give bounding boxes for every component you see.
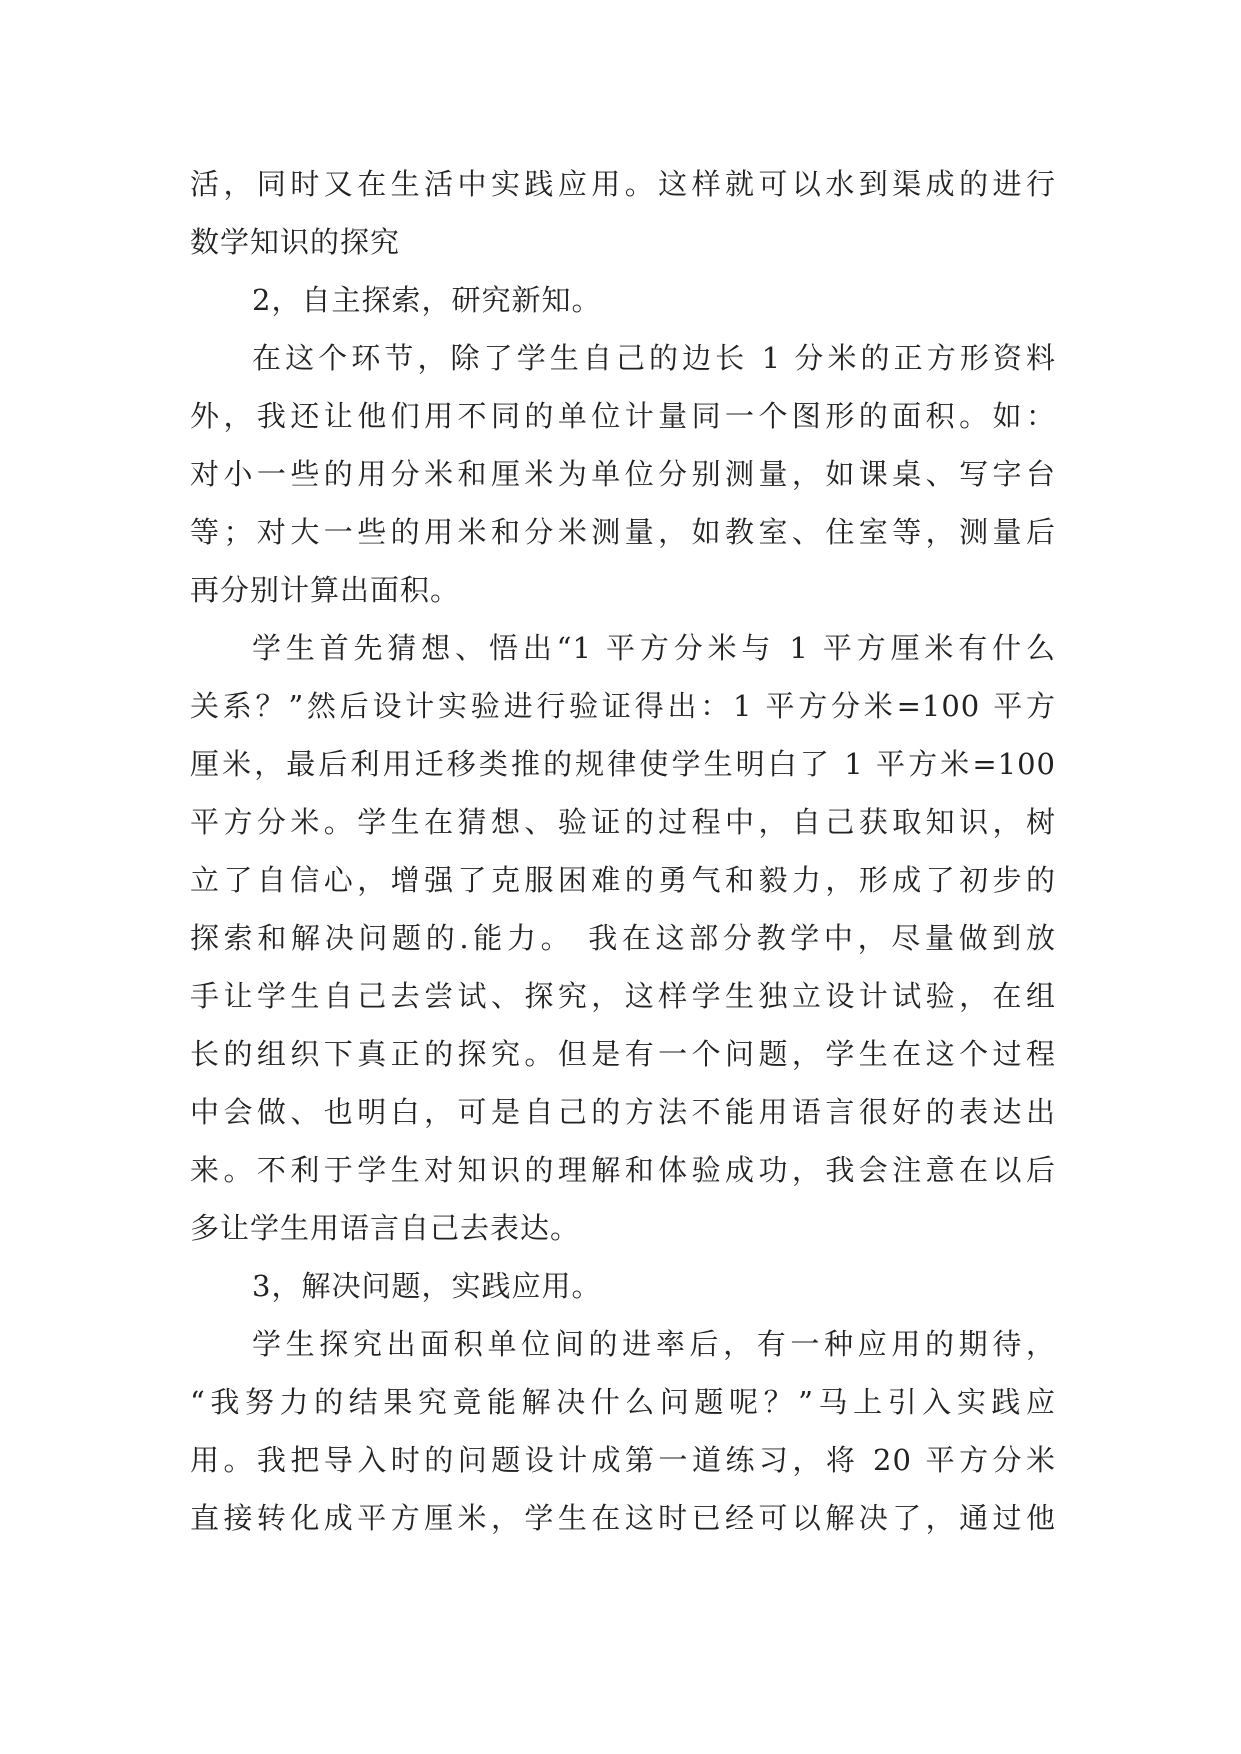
text-line: 等；对大一些的用米和分米测量，如教室、住室等，测量后 bbox=[190, 515, 1056, 549]
text-line: “我努力的结果究竟能解决什么问题呢？”马上引入实践应 bbox=[190, 1385, 1056, 1419]
text-line: 中会做、也明白，可是自己的方法不能用语言很好的表达出 bbox=[190, 1095, 1056, 1129]
text-line: 直接转化成平方厘米，学生在这时已经可以解决了，通过他 bbox=[190, 1501, 1056, 1535]
text-line: 手让学生自己去尝试、探究，这样学生独立设计试验，在组 bbox=[190, 979, 1056, 1013]
text-line: 探索和解决问题的.能力。 我在这部分教学中，尽量做到放 bbox=[190, 921, 1056, 955]
text-line: 长的组织下真正的探究。但是有一个问题，学生在这个过程 bbox=[190, 1037, 1056, 1071]
text-line: 数学知识的探究 bbox=[190, 225, 401, 259]
text-line: 立了自信心，增强了克服困难的勇气和毅力，形成了初步的 bbox=[190, 863, 1056, 897]
text-line: 外，我还让他们用不同的单位计量同一个图形的面积。如： bbox=[190, 399, 1056, 433]
text-line: 在这个环节，除了学生自己的边长 1 分米的正方形资料 bbox=[252, 341, 1056, 375]
text-line: 来。不利于学生对知识的理解和体验成功，我会注意在以后 bbox=[190, 1153, 1056, 1187]
text-line: 关系？”然后设计实验进行验证得出：1 平方分米=100 平方 bbox=[190, 689, 1056, 723]
text-line: 再分别计算出面积。 bbox=[190, 573, 461, 607]
text-line: 学生首先猜想、悟出“1 平方分米与 1 平方厘米有什么 bbox=[252, 631, 1056, 665]
document-body bbox=[190, 155, 1056, 1547]
text-line: 平方分米。学生在猜想、验证的过程中，自己获取知识，树 bbox=[190, 805, 1056, 839]
text-line: 用。我把导入时的问题设计成第一道练习，将 20 平方分米 bbox=[190, 1443, 1056, 1477]
text-line: 学生探究出面积单位间的进率后，有一种应用的期待， bbox=[252, 1327, 1056, 1361]
text-line: 3，解决问题，实践应用。 bbox=[252, 1269, 602, 1303]
text-line: 多让学生用语言自己去表达。 bbox=[190, 1211, 581, 1245]
text-line: 对小一些的用分米和厘米为单位分别测量，如课桌、写字台 bbox=[190, 457, 1056, 491]
text-line: 厘米，最后利用迁移类推的规律使学生明白了 1 平方米=100 bbox=[190, 747, 1056, 781]
text-line: 2，自主探索，研究新知。 bbox=[252, 283, 602, 317]
text-line: 活，同时又在生活中实践应用。这样就可以水到渠成的进行 bbox=[190, 167, 1056, 201]
